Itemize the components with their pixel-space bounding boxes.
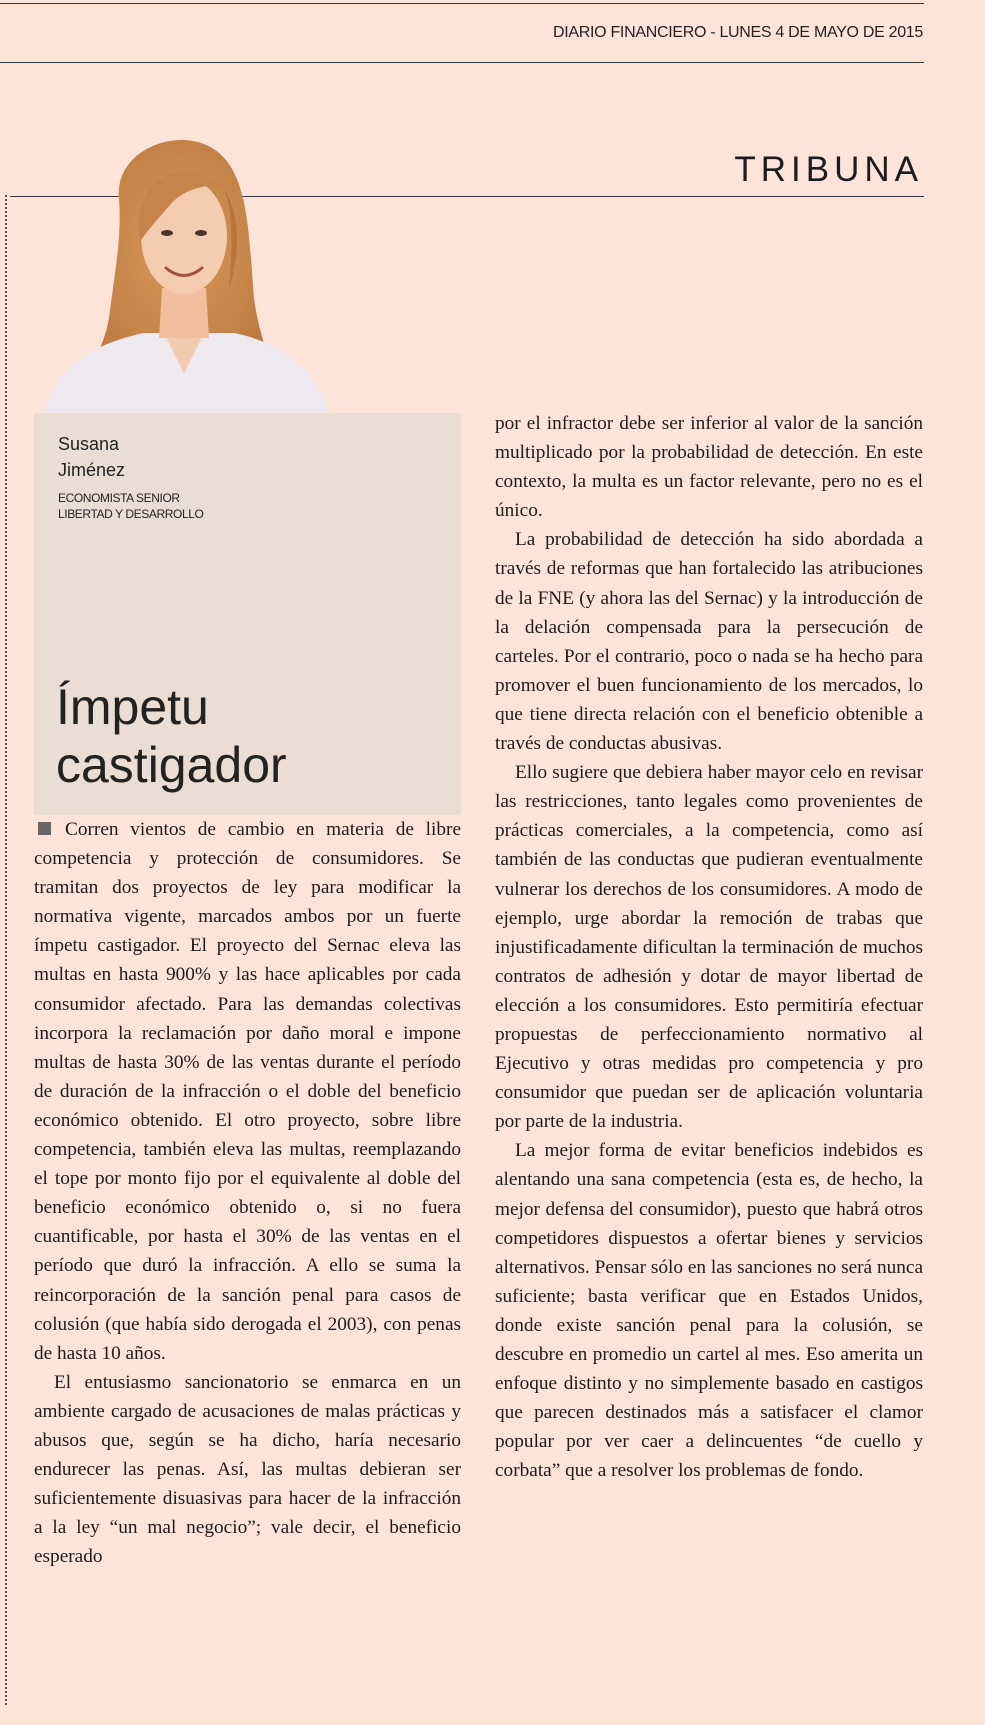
header-rule [0, 62, 924, 63]
author-box [34, 413, 461, 815]
author-role [58, 490, 203, 522]
article-headline [56, 678, 287, 794]
author-first-name: Susana [58, 434, 120, 454]
article-column-2 [495, 409, 923, 1485]
section-title: TRIBUNA [734, 150, 923, 189]
author-portrait [34, 128, 334, 413]
headline-line-1: Ímpetu [56, 679, 209, 735]
article-paragraph: La probabilidad de detección ha sido abordada a través de reformas que han fortalecido las atribuciones de la FNE (y ahora las del Sernac) y la introducción de la delación compensada para la persecución de carteles. Por el contrario, poco o nada se ha hecho para promover el buen funcionamiento de los mercados, lo que tiene directa relación con el beneficio obtenible a través de conductas abusivas. [495, 529, 923, 755]
article-paragraph: La mejor forma de evitar beneficios indebidos es alentando una sana competencia (esta es, de hecho, la mejor defensa del consumidor), puesto que habrá otros competidores dispuestos a ofertar bienes y servicios alternativos. Pensar sólo en las sanciones no será nunca suficiente; basta verificar que en Estados Unidos, donde existe sanción penal para la colusión, se descubre en promedio un cartel al mes. Eso amerita un enfoque distinto y no simplemente basado en castigos que parecen destinados más a satisfacer el clamor popular por ver caer a delincuentes “de cuello y corbata” que a resolver los problemas de fondo. [495, 1140, 923, 1482]
article-paragraph: Ello sugiere que debiera haber mayor celo en revisar las restricciones, tanto legales como provenientes de prácticas comerciales, a la competencia, como así también de las conductas que pudieran eventualmente vulnerar los derechos de los consumidores. A modo de ejemplo, urge abordar la remoción de trabas que injustificadamente dificultan la terminación de muchos contratos de adhesión y dotar de mayor libertad de elección a los consumidores. Esto permitiría efectuar propuestas de perfeccionamiento normativo al Ejecutivo y otras medidas pro competencia y pro consumidor que puedan ser de aplicación voluntaria por parte de la industria. [495, 762, 923, 1133]
margin-dotted-line [5, 195, 7, 1705]
article-paragraph: El entusiasmo sancionatorio se enmarca en un ambiente cargado de acusaciones de malas prácticas y abusos que, según se ha dicho, haría necesario endurecer las penas. Así, las multas debieran ser suficientemente disuasivas para hacer de la infracción a la ley “un mal negocio”; vale decir, el beneficio esperado [34, 1371, 461, 1568]
author-last-name: Jiménez [58, 460, 126, 480]
publication-dateline: DIARIO FINANCIERO - LUNES 4 DE MAYO DE 2015 [552, 24, 923, 41]
article-paragraph [34, 815, 461, 1368]
headline-line-2: castigador [56, 737, 287, 793]
paragraph-text: Corren vientos de cambio en materia de libre competencia y protección de consumidores. Se tramitan dos proyectos de ley para modificar la normativa vigente, marcados ambos por un fuerte ímpetu castigador. El proyecto del Sernac eleva las multas en hasta 900% y las hace aplicables por cada consumidor afectado. Para las demandas colectivas incorpora la reclamación por daño moral e impone multas de hasta 30% de las ventas durante el período de duración de la infracción o el doble del beneficio económico obtenido. El otro proyecto, sobre libre competencia, también eleva las multas, reemplazando el tope por monto fijo por el equivalente al doble del beneficio económico obtenido o, si no fuera cuantificable, por hasta el 30% de las ventas en el período que duró la infracción. A ello se suma la reincorporación de la sanción penal para casos de colusión (que había sido derogada el 2003), con penas de hasta 10 años. [34, 819, 461, 1364]
author-role-org: LIBERTAD Y DESARROLLO [58, 507, 204, 521]
lead-square-marker [38, 822, 51, 835]
top-rule [0, 3, 924, 4]
article-column-1 [34, 815, 461, 1571]
author-name [58, 431, 125, 483]
author-role-title: ECONOMISTA SENIOR [58, 491, 180, 505]
article-paragraph: por el infractor debe ser inferior al valor de la sanción multiplicado por la probabilidad de detección. En este contexto, la multa es un factor relevante, pero no es el único. [495, 413, 923, 522]
